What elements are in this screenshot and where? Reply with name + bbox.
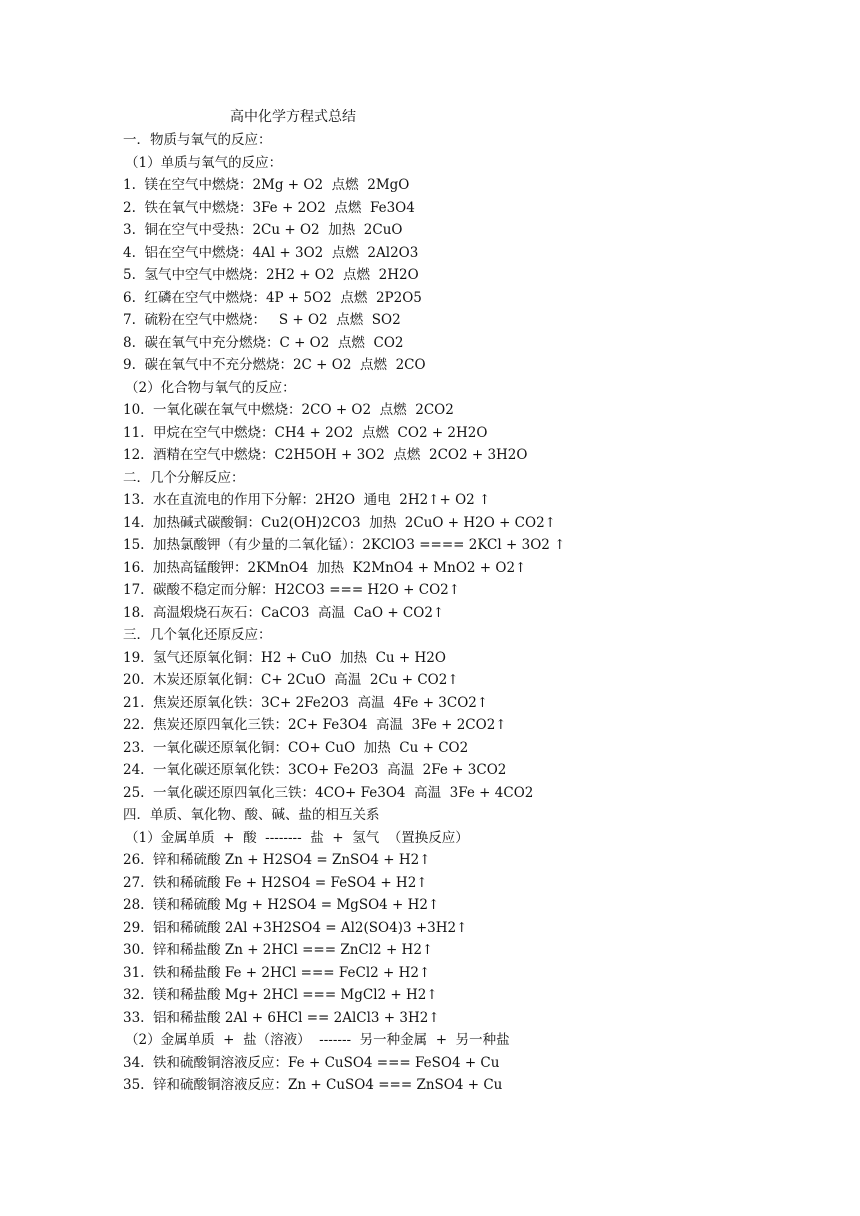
equation-line: 27. 铁和稀硫酸 Fe + H2SO4 = FeSO4 + H2↑	[123, 874, 428, 891]
equation-line: 7. 硫粉在空气中燃烧： S + O2 点燃 SO2	[123, 312, 401, 328]
equation-line: 21. 焦炭还原氧化铁：3C+ 2Fe2O3 高温 4Fe + 3CO2↑	[123, 694, 489, 711]
equation-line: 32. 镁和稀盐酸 Mg+ 2HCl === MgCl2 + H2↑	[123, 987, 438, 1003]
equation-line: 4. 铝在空气中燃烧：4Al + 3O2 点燃 2Al2O3	[123, 244, 419, 261]
equation-line: 15. 加热氯酸钾（有少量的二氧化锰）：2KClO3 ==== 2KCl + 3O2 ↑	[123, 537, 566, 553]
equation-line: 11. 甲烷在空气中燃烧：CH4 + 2O2 点燃 CO2 + 2H2O	[123, 424, 488, 441]
subsection-heading: （2）金属单质 + 盐（溶液） ------- 另一种金属 + 另一种盐	[125, 1032, 510, 1048]
equation-line: 8. 碳在氧气中充分燃烧：C + O2 点燃 CO2	[123, 334, 404, 351]
equation-line: 22. 焦炭还原四氧化三铁：2C+ Fe3O4 高温 3Fe + 2CO2↑	[123, 717, 507, 733]
equation-line: 16. 加热高锰酸钾：2KMnO4 加热 K2MnO4 + MnO2 + O2↑	[123, 559, 527, 576]
equation-line: 23. 一氧化碳还原氧化铜：CO+ CuO 加热 Cu + CO2	[123, 739, 469, 756]
document-title: 高中化学方程式总结	[230, 109, 356, 125]
equation-line: 26. 锌和稀硫酸 Zn + H2SO4 = ZnSO4 + H2↑	[123, 852, 431, 868]
equation-line: 1. 镁在空气中燃烧：2Mg + O2 点燃 2MgO	[123, 177, 410, 193]
equation-line: 10. 一氧化碳在氧气中燃烧：2CO + O2 点燃 2CO2	[123, 402, 454, 418]
equation-line: 14. 加热碱式碳酸铜：Cu2(OH)2CO3 加热 2CuO + H2O + CO2↑	[123, 514, 556, 531]
section-heading: 四．单质、氧化物、酸、碱、盐的相互关系	[123, 807, 380, 823]
equation-line: 35. 锌和硫酸铜溶液反应：Zn + CuSO4 === ZnSO4 + Cu	[123, 1077, 503, 1093]
subsection-heading: （1）金属单质 + 酸 -------- 盐 + 氢气 （置换反应）	[125, 829, 469, 846]
equation-line: 12. 酒精在空气中燃烧：C2H5OH + 3O2 点燃 2CO2 + 3H2O	[123, 447, 528, 463]
equation-line: 24. 一氧化碳还原氧化铁：3CO+ Fe2O3 高温 2Fe + 3CO2	[123, 762, 507, 778]
equation-line: 25. 一氧化碳还原四氧化三铁：4CO+ Fe3O4 高温 3Fe + 4CO2	[123, 784, 534, 801]
equation-line: 9. 碳在氧气中不充分燃烧：2C + O2 点燃 2CO	[123, 357, 426, 373]
equation-line: 20. 木炭还原氧化铜：C+ 2CuO 高温 2Cu + CO2↑	[123, 672, 459, 688]
equation-line: 5. 氢气中空气中燃烧：2H2 + O2 点燃 2H2O	[123, 267, 419, 283]
equation-line: 30. 锌和稀盐酸 Zn + 2HCl === ZnCl2 + H2↑	[123, 942, 434, 958]
equation-line: 31. 铁和稀盐酸 Fe + 2HCl === FeCl2 + H2↑	[123, 964, 431, 981]
equation-line: 18. 高温煅烧石灰石：CaCO3 高温 CaO + CO2↑	[123, 604, 445, 621]
equation-line: 17. 碳酸不稳定而分解：H2CO3 === H2O + CO2↑	[123, 582, 461, 598]
equation-line: 3. 铜在空气中受热：2Cu + O2 加热 2CuO	[123, 222, 403, 238]
subsection-heading: （1）单质与氧气的反应：	[125, 154, 283, 171]
equation-line: 2. 铁在氧气中燃烧：3Fe + 2O2 点燃 Fe3O4	[123, 199, 415, 216]
equation-line: 13. 水在直流电的作用下分解：2H2O 通电 2H2↑+ O2 ↑	[123, 492, 491, 508]
equation-line: 6. 红磷在空气中燃烧：4P + 5O2 点燃 2P2O5	[123, 289, 422, 306]
section-heading: 一．物质与氧气的反应：	[123, 132, 272, 148]
equation-list	[123, 129, 823, 1097]
equation-line: 28. 镁和稀硫酸 Mg + H2SO4 = MgSO4 + H2↑	[123, 897, 440, 913]
equation-line: 34. 铁和硫酸铜溶液反应：Fe + CuSO4 === FeSO4 + Cu	[123, 1054, 500, 1071]
equation-line: 29. 铝和稀硫酸 2Al +3H2SO4 = Al2(SO4)3 +3H2↑	[123, 919, 468, 936]
equation-line: 33. 铝和稀盐酸 2Al + 6HCl == 2AlCl3 + 3H2↑	[123, 1009, 440, 1026]
subsection-heading: （2）化合物与氧气的反应：	[125, 379, 296, 396]
section-heading: 二．几个分解反应：	[123, 469, 245, 486]
section-heading: 三．几个氧化还原反应：	[123, 627, 272, 643]
equation-line: 19. 氢气还原氧化铜：H2 + CuO 加热 Cu + H2O	[123, 649, 446, 666]
